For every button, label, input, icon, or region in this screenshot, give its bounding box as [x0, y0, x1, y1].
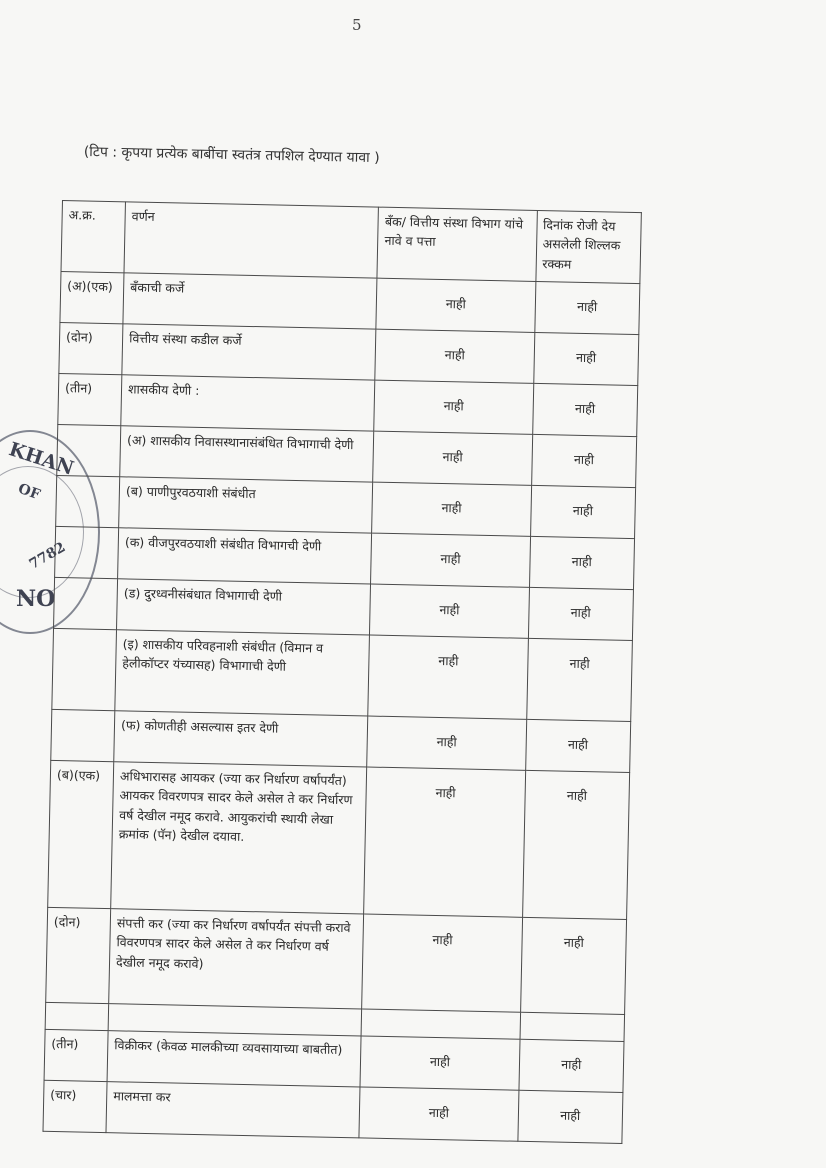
- row-amount-value: नाही: [534, 281, 639, 334]
- row-description: (ब) पाणीपुरवठयाशी संबंधीत: [119, 477, 373, 533]
- header-bank-institution: बँक/ वित्तीय संस्था विभाग यांचे नावे व पत्ता: [377, 207, 537, 281]
- row-bank-value: नाही: [360, 1036, 519, 1090]
- row-bank-value: नाही: [376, 278, 535, 332]
- row-amount-value: नाही: [522, 770, 630, 919]
- row-serial: [54, 577, 118, 629]
- row-amount-value: नाही: [520, 917, 626, 1014]
- table-row: [52, 628, 633, 721]
- row-amount-value: नाही: [528, 587, 633, 640]
- row-description: (क) वीजपुरवठयाशी संबंधीत विभागची देणी: [118, 528, 372, 584]
- table-header-row: [61, 201, 641, 284]
- row-bank-value: नाही: [373, 431, 532, 485]
- row-serial: [52, 628, 117, 710]
- row-serial: (तीन): [58, 373, 122, 425]
- row-amount-value: नाही: [519, 1039, 624, 1092]
- row-serial: [57, 424, 121, 476]
- header-balance-amount: दिनांक रोजी देय असलेली शिल्लक रक्कम: [535, 210, 641, 283]
- row-amount-value: [520, 1012, 625, 1041]
- row-serial: (तीन): [44, 1029, 108, 1081]
- row-serial: [45, 1002, 109, 1030]
- row-bank-value: [361, 1009, 520, 1039]
- row-bank-value: नाही: [374, 380, 533, 434]
- row-amount-value: नाही: [526, 638, 632, 721]
- row-amount-value: नाही: [529, 536, 634, 589]
- row-bank-value: नाही: [359, 1087, 518, 1141]
- row-serial: [56, 475, 120, 527]
- row-amount-value: नाही: [531, 434, 636, 487]
- row-bank-value: नाही: [370, 584, 529, 638]
- row-amount-value: नाही: [533, 332, 638, 385]
- row-serial: (अ)(एक): [60, 271, 124, 323]
- row-bank-value: नाही: [362, 914, 522, 1012]
- stamp-text-3: 7782: [26, 539, 69, 573]
- page-number: 5: [352, 16, 362, 34]
- row-description: बँकाची कर्जे: [123, 273, 377, 329]
- stamp-text-1: KHAN: [6, 438, 77, 480]
- stamp-text-4: NO: [16, 586, 56, 612]
- row-description: संपत्ती कर (ज्या कर निर्धारण वर्षापर्यंत संपत्ती करावे विवरणपत्र सादर केले असेल ते कर निर्धारण वर्ष देखील नमूद करावे): [109, 909, 364, 1009]
- row-bank-value: नाही: [364, 767, 525, 917]
- row-serial: [55, 526, 119, 578]
- row-description: वित्तीय संस्था कडील कर्जे: [122, 324, 376, 380]
- row-bank-value: नाही: [372, 482, 531, 536]
- stamp-text-2: OF: [15, 480, 43, 504]
- row-amount-value: नाही: [530, 485, 635, 538]
- row-amount-value: नाही: [532, 383, 637, 436]
- table-row: [48, 760, 630, 919]
- table-row: [46, 907, 627, 1014]
- row-bank-value: नाही: [375, 329, 534, 383]
- row-description: शासकीय देणी :: [121, 375, 375, 431]
- row-serial: [51, 709, 115, 761]
- row-description: मालमत्ता कर: [106, 1082, 360, 1138]
- row-description: विक्रीकर (केवळ मालकीच्या व्यवसायाच्या बाबतीत): [107, 1031, 361, 1087]
- row-serial: (ब)(एक): [48, 760, 114, 908]
- row-amount-value: नाही: [517, 1090, 622, 1143]
- row-bank-value: नाही: [371, 533, 530, 587]
- table-row: [43, 1080, 623, 1143]
- row-bank-value: नाही: [368, 635, 528, 719]
- header-serial-number: अ.क्र.: [61, 201, 126, 273]
- instruction-note: (टिप : कृपया प्रत्येक बाबींचा स्वतंत्र तपशिल देण्यात यावा ): [83, 143, 380, 167]
- row-serial: (चार): [43, 1080, 107, 1132]
- row-amount-value: नाही: [525, 719, 630, 772]
- row-description: (फ) कोणतीही असल्यास इतर देणी: [114, 711, 368, 767]
- row-serial: (दोन): [46, 907, 111, 1003]
- row-description: (इ) शासकीय परिवहनाशी संबंधीत (विमान व हेलीकॉप्टर यंच्यासह) विभागाची देणी: [115, 630, 370, 716]
- row-description: (अ) शासकीय निवासस्थानासंबंधित विभागाची देणी: [120, 426, 374, 482]
- row-description: (ड) दुरध्वनीसंबंधात विभागाची देणी: [117, 579, 371, 635]
- row-bank-value: नाही: [367, 716, 526, 770]
- header-description: वर्णन: [124, 202, 379, 278]
- liabilities-table: [42, 200, 641, 1144]
- row-description: अधिभारासह आयकर (ज्या कर निर्धारण वर्षापर्यंत) आयकर विवरणपत्र सादर केले असेल ते कर निर्धारण वर्ष देखील नमूद करावे. आयुकरांची स्थायी लेखा क्रमांक (पॅन) देखील दयावा.: [111, 762, 367, 914]
- row-serial: (दोन): [59, 322, 123, 374]
